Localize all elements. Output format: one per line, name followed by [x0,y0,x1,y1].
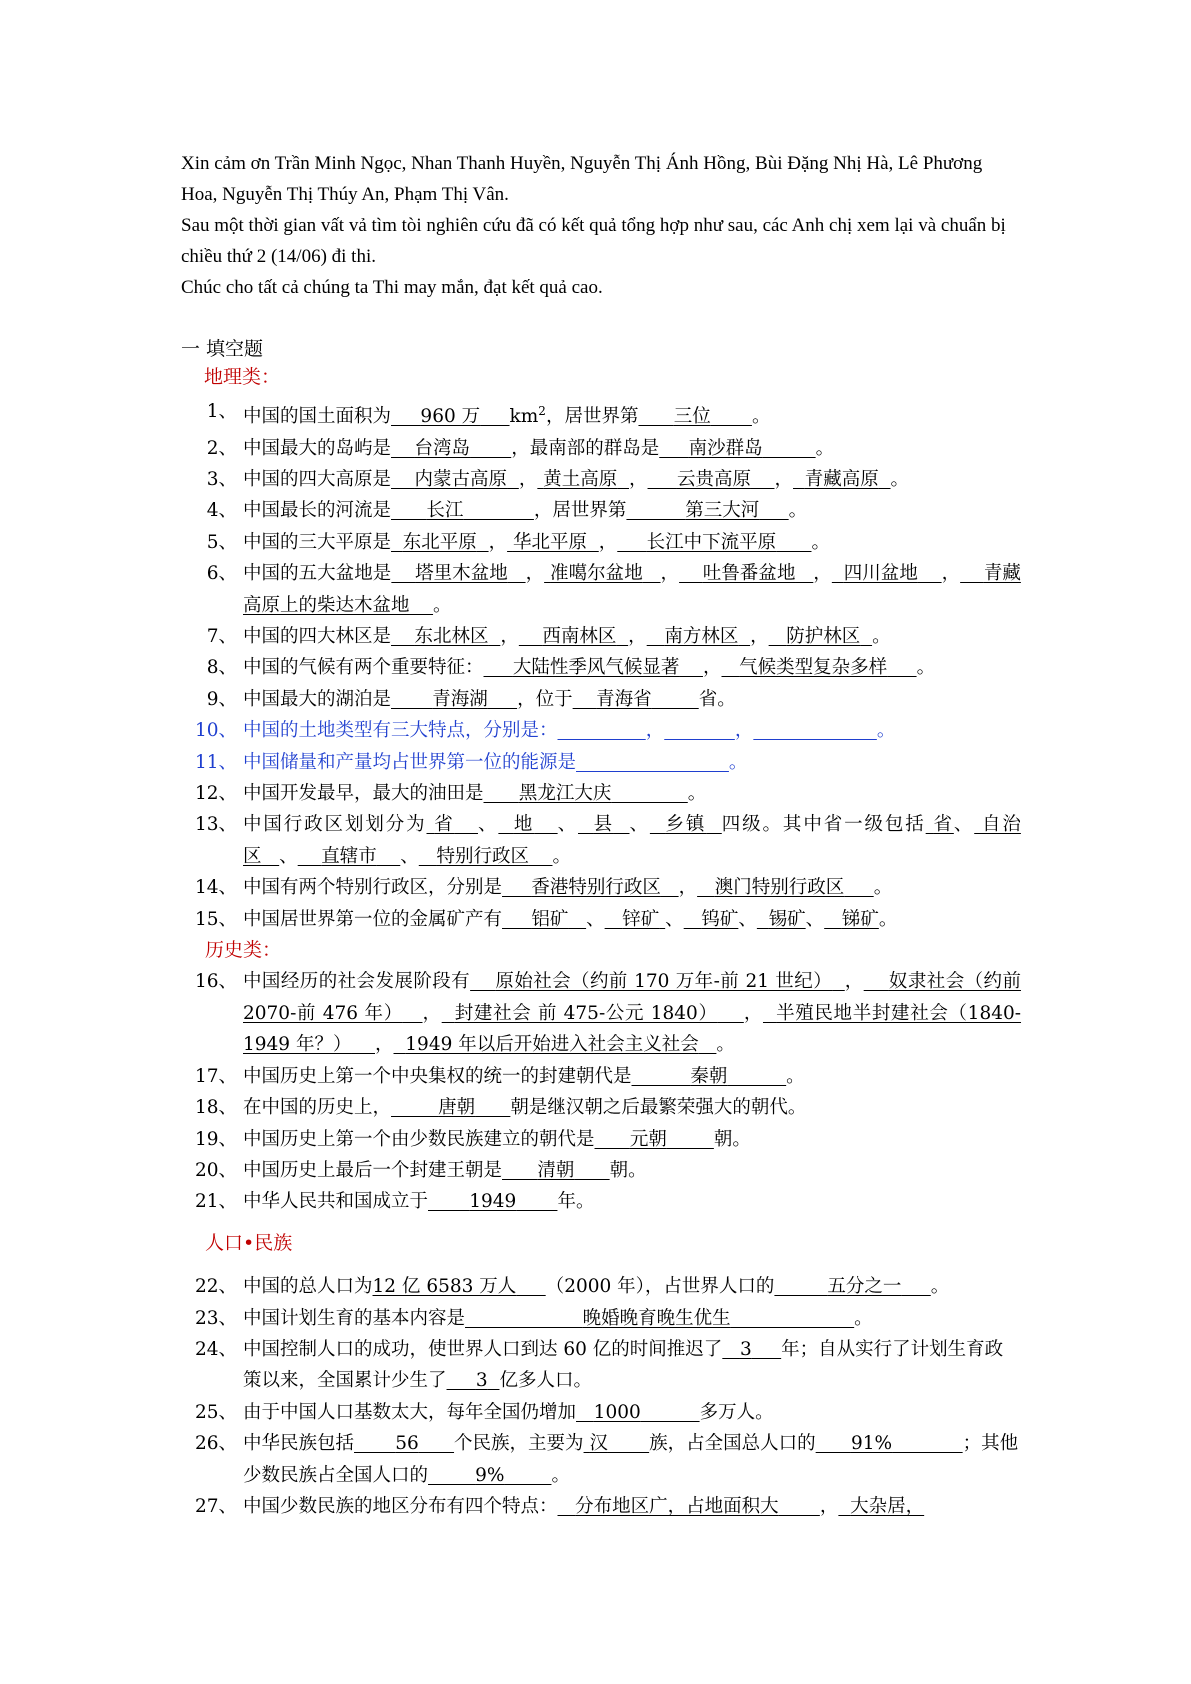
answer: 锡矿 [768,908,806,930]
answer: 封建社会 前 475-公元 1840） [454,1002,718,1024]
blank-1 [576,752,729,773]
category-geography: 地理类： [204,366,281,388]
answer: 四川盆地 [843,563,918,585]
answer: 长江 [426,500,464,522]
answer: 自治区 [243,814,1021,867]
question-26: 26、 中华民族包括 56 个民族，主要为 汉 族，占全国总人口的 91% ；其他少数民族占全国人口的 9% 。 [194,1433,1019,1486]
answer: 乡镇 [665,814,707,836]
question-16: 16、 中国经历的社会发展阶段有 原始社会（约前 170 万年-前 21 世纪） ， 奴隶社会（约前 2070-前 476 年） ， 封建社会 前 475-公元 1840） ， 半殖民地半封建社会（1840-1949 年？） ， 1949 年以后开始进入社会主义社会 。 [194,971,1022,1056]
question-6: 6、 中国的五大盆地是 塔里木盆地 ， 准噶尔盆地 ， 吐鲁番盆地 ， 四川盆地 ， 青藏高原上的柴达木盆地 。 [206,563,1021,616]
question-12: 12、 中国开发最早，最大的油田是 黑龙江大庆 。 [194,783,707,805]
answer: 黑龙江大庆 [518,783,612,805]
question-13: 13、 中国行政区划划分为 省 、 地 、 县 、 乡镇 四级。其中省一级包括 省、 自治区 、 直辖市 、 特别行政区 。 [194,814,1021,867]
blank-1 [558,720,646,741]
answer: 56 [395,1433,419,1455]
answer: 9% [475,1464,505,1486]
answer: 大陆性季风气候显著 [512,657,680,679]
answer: 91% [850,1433,893,1455]
question-4: 4、 中国最长的河流是 长江 ，居世界第 第三大河 。 [206,500,808,522]
answer: 澳门特别行政区 [714,877,845,899]
answer: 原始社会（约前 170 万年-前 21 世纪） [495,971,833,993]
blank-3 [753,720,877,741]
answer: 第三大河 [685,500,760,522]
answer: 香港特别行政区 [531,877,661,899]
answer: 锌矿 [622,908,660,930]
question-11: 11、 中国储量和产量均占世界第一位的能源是 。 [194,751,748,773]
answer: 晚婚晚育晚生优生 [582,1307,731,1329]
intro-summary: Sau một thời gian vất vả tìm tòi nghiên cứu đã có kết quả tổng hợp như sau, các Anh chị xem lại và chuẩn bị chiều thứ 2 (14/06) đi thi. [181,215,1006,267]
question-15: 15、 中国居世界第一位的金属矿产有 铝矿 、 锌矿 、 钨矿、 锡矿、 锑矿。 [194,908,898,930]
question-10: 10、 中国的土地类型有三大特点，分别是： ， ， 。 [194,720,896,742]
answer: 地 [513,814,535,836]
answer: 青藏高原上的柴达木盆地 [243,563,1021,616]
answer: 防护林区 [786,626,861,647]
answer: 黄土高原 [543,468,618,490]
question-5: 5、 中国的三大平原是 东北平原 ， 华北平原 ， 长江中下流平原 。 [206,531,830,553]
category-history-row [181,935,1021,966]
intro-text [181,148,1021,303]
answer: 西南林区 [542,626,617,647]
answer: 五分之一 [827,1276,902,1298]
answer: 东北林区 [414,626,489,647]
answer: 南沙群岛 [688,437,763,459]
answer: 分布地区广，占地面积大 [575,1495,779,1517]
question-14: 14、 中国有两个特别行政区，分别是 香港特别行政区 ， 澳门特别行政区 。 [194,877,893,899]
question-21: 21、 中华人民共和国成立于 1949 年。 [194,1191,595,1213]
answer: 省 [434,814,455,836]
answer: 气候类型复杂多样 [739,657,888,679]
answer: 县 [593,814,614,836]
answer: 12 亿 6583 万人 [372,1276,517,1298]
question-2: 2、 中国最大的岛屿是 台湾岛 ，最南部的群岛是 南沙群岛 。 [206,437,835,459]
answer: 960 万 [420,406,481,428]
category-history: 历史类： [205,939,282,962]
answer: 半殖民地半封建社会（1840-1949 年？） [243,1002,1022,1056]
question-list [181,396,1021,1522]
category-population-row [181,1228,1021,1259]
answer: 大杂居， [850,1495,925,1517]
answer: 三位 [673,406,711,428]
question-23: 23、 中国计划生育的基本内容是 晚婚晚育晚生优生 。 [194,1307,873,1329]
answer: 秦朝 [690,1065,728,1087]
answer: 汉 [589,1433,608,1455]
answer: 华北平原 [512,531,587,553]
question-19: 19、 中国历史上第一个由少数民族建立的朝代是 元朝 朝。 [194,1128,751,1150]
answer: 青海省 [596,688,652,710]
answer: 清朝 [537,1159,575,1181]
question-8: 8、 中国的气候有两个重要特征： 大陆性季风气候显著 ， 气候类型复杂多样 。 [206,657,936,679]
answer: 云贵高原 [676,468,751,490]
answer: 1949 年以后开始进入社会主义社会 [405,1034,699,1056]
answer: 1949 [469,1191,517,1213]
answer: 元朝 [629,1128,667,1150]
answer: 钨矿 [701,908,739,930]
category-population: 人口•民族 [205,1231,293,1254]
answer: 省 [933,814,954,836]
question-17: 17、 中国历史上第一个中央集权的统一的封建朝代是 秦朝 。 [194,1065,805,1087]
answer: 铝矿 [531,908,569,930]
intro-wishes: Chúc cho tất cả chúng ta Thi may mắn, đạt kết quả cao. [181,277,603,298]
question-9: 9、 中国最大的湖泊是 青海湖 ，位于 青海省 省。 [206,688,736,710]
answer: 直辖市 [321,845,377,867]
answer: 南方林区 [664,626,739,647]
answer: 塔里木盆地 [415,563,508,585]
answer: 奴隶社会（约前 2070-前 476 年） [243,971,1021,1024]
question-24: 24、 中国控制人口的成功，使世界人口到达 60 亿的时间推迟了 3 年；自从实行了计划生育政策以来，全国累计少生了 3 亿多人口。 [194,1338,1004,1392]
answer: 东北平原 [402,531,477,553]
answer: 3 [739,1338,752,1360]
answer: 青藏高原 [804,468,879,490]
question-22: 22、 中国的总人口为12 亿 6583 万人 （2000 年），占世界人口的 五分之一 。 [194,1276,950,1298]
answer: 特别行政区 [436,845,529,867]
question-18: 18、 在中国的历史上， 唐朝 朝是继汉朝之后最繁荣强大的朝代。 [194,1097,807,1119]
answer: 1000 [593,1401,641,1423]
intro-thanks: Xin cảm ơn Trần Minh Ngọc, Nhan Thanh Huyền, Nguyễn Thị Ánh Hồng, Bùi Đặng Nhị Hà, Lê Phương Hoa, Nguyễn Thị Thúy An, Phạm Thị Vân. [181,153,983,205]
question-20: 20、 中国历史上最后一个封建王朝是 清朝 朝。 [194,1159,647,1181]
blank-2 [664,720,735,741]
answer: 长江中下流平原 [646,531,777,553]
answer: 3 [475,1370,488,1392]
answer: 锑矿 [841,908,879,930]
section-title: 一 填空题 [181,338,264,360]
answer: 台湾岛 [414,437,471,459]
question-7: 7、 中国的四大林区是 东北林区 ， 西南林区 ， 南方林区 ， 防护林区 。 [206,626,891,647]
question-3: 3、 中国的四大高原是 内蒙古高原 ， 黄土高原 ， 云贵高原 ， 青藏高原 。 [206,468,910,490]
answer: 准噶尔盆地 [550,563,643,585]
answer: 青海湖 [432,688,488,710]
answer: 内蒙古高原 [414,468,508,490]
question-27: 27、 中国少数民族的地区分布有四个特点： 分布地区广，占地面积大 ， 大杂居， [194,1495,925,1517]
answer: 吐鲁番盆地 [702,563,796,585]
question-1: 1、 中国的国土面积为 960 万 $km^2$，居世界第 三位 。 [206,401,771,428]
question-25: 25、 由于中国人口基数太大，每年全国仍增加 1000 多万人。 [194,1401,774,1423]
answer: 唐朝 [438,1097,476,1119]
